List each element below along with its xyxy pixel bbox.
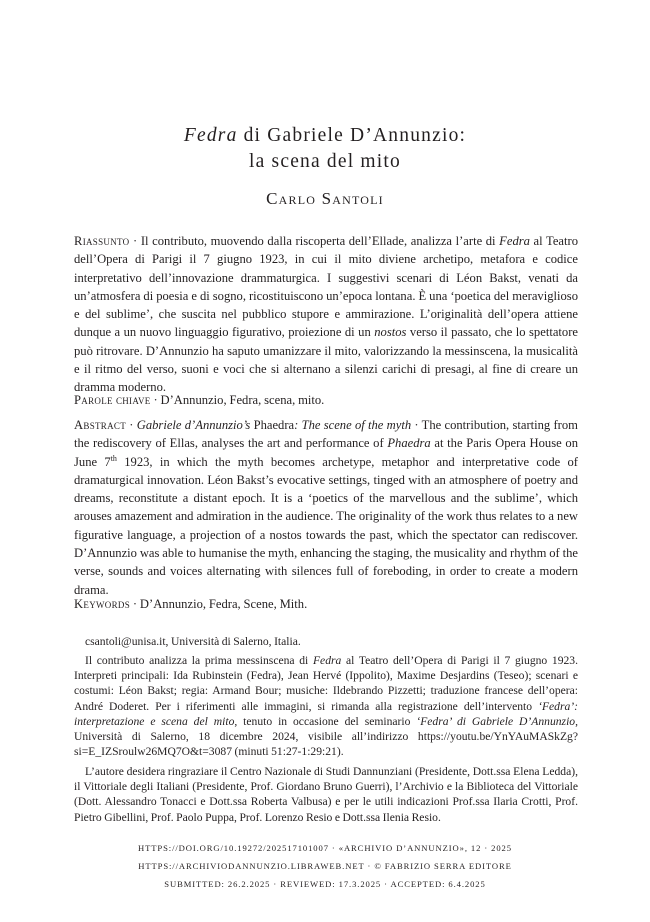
abstract-title-italic-2: : The scene of the myth xyxy=(294,418,412,432)
title-rest: di Gabriele D’Annunzio: xyxy=(237,125,467,146)
note-text-1: Il contributo analizza la prima messinscena di xyxy=(85,654,313,667)
parole-chiave-label: Parole chiave xyxy=(74,393,151,407)
riassunto-text-1: Il contributo, muovendo dalla riscoperta dell’Ellade, analizza l’arte di xyxy=(140,234,500,248)
parole-chiave-separator: · xyxy=(150,393,161,407)
riassunto-text-2: al Teatro dell’Opera di Parigi il 7 giugno 1923, in cui il mito diviene archetipo, metafora e codice interpretativo dell’innovazione drammaturgica. I suggestivi scenari di Léon Bakst, venati da un’atmosfera di poesia e di sogno, ricostituiscono un’epoca lontana. È una ‘poetica del meraviglioso e del sublime’, che suscita nel pubblico stupore e ammirazione. L’originalità dell’opera attiene dunque a un nuovo linguaggio figurativo, proiezione di un xyxy=(74,234,578,340)
article-title-line-2: la scena del mito xyxy=(249,151,401,172)
keywords-separator: · xyxy=(130,597,140,611)
note-italic-1: Fedra xyxy=(312,654,342,667)
note-text-2: al Teatro dell’Opera di Parigi il 7 giugno 1923. Interpreti principali: Ida Rubinstein (Fedra), Jean Hervé (Ippolito), Maxime Desjardins (Teseo); scenari e costumi: Léon Bakst; regia: Armand Bour; musiche: Ildebrando Pizzetti; traduzione francese dell’opera: André Doderet. Per i riferimenti alle immagini, si rimanda alla registrazione dell’intervento xyxy=(74,654,578,713)
abstract-label: Abstract xyxy=(74,418,127,432)
riassunto-text-3: verso il passato, che lo spettatore può ritrovare. D’Annunzio ha saputo umanizzare il mito, valorizzando la messinscena, la musicalità e il ritmo del verso, suoni e voci che si alternano a silenzi carichi di presagi, al fine di creare un dramma moderno. xyxy=(74,325,578,395)
article-title-line-1 xyxy=(0,123,650,149)
abstract-text-1: The contribution, starting from the rediscovery of Ellas, analyses the art and performance of xyxy=(74,418,578,451)
keywords-line xyxy=(74,595,578,613)
abstract-title-italic-1: Gabriele d’Annunzio’s xyxy=(136,418,254,432)
title-italic: Fedra xyxy=(183,125,238,146)
note-italic-2: ‘Fedra’: interpretazione e scena del mito xyxy=(74,699,578,728)
keywords-label: Keywords xyxy=(74,597,130,611)
article-author: Carlo Santoli xyxy=(266,189,384,208)
abstract-italic-1: Phaedra xyxy=(387,436,431,451)
riassunto-italic-2: nostos xyxy=(374,325,407,340)
abstract-paragraph xyxy=(74,416,578,599)
footer-website-line: HTTPS://ARCHIVIODANNUNZIO.LIBRAWEB.NET · © FABRIZIO SERRA EDITORE xyxy=(138,861,512,871)
abstract-text-3: 1923, in which the myth becomes archetype, metaphor and interpretative code of dramaturgical innovation. Léon Bakst’s evocative settings, tinged with an atmosphere of poetry and dreams, reconstitute a distant epoch. It is a ‘poetics of the marvellous and the sublime’, which arouses amazement and admiration in the audience. The originality of the work thus relates to a new figurative language, a projection of a nostos towards the past, which the spectator can rediscover. D’Annunzio was able to humanise the myth, enhancing the staging, the musicality and rhythm of the verse, sounds and voices alternating with silences full of foreboding, in order to create a modern drama. xyxy=(74,454,578,597)
footer-doi-line: HTTPS://DOI.ORG/10.19272/202517101007 · «ARCHIVIO D’ANNUNZIO», 12 · 2025 xyxy=(138,843,512,853)
keywords-text: D’Annunzio, Fedra, Scene, Mith. xyxy=(139,597,308,611)
note-italic-3: ‘Fedra’ di Gabriele D’Annunzio xyxy=(416,714,576,728)
footnote-acknowledgements: L’autore desidera ringraziare il Centro Nazionale di Studi Dannunziani (Presidente, Dott.ssa Elena Ledda), il Vittoriale degli Italiani (Presidente, Prof. Giordano Bruno Guerri), l’Archivio e la Biblioteca del Vittoriale (Dott. Alessandro Tonacci e Dott.ssa Roberta Valbusa) e per le utili indicazioni Prof.ssa Ilaria Crotti, Prof. Pietro Gibellini, Prof. Paolo Puppa, Prof. Lorenzo Resio e Dott.ssa Ilenia Resio. xyxy=(74,765,578,824)
parole-chiave-text: D’Annunzio, Fedra, scena, mito. xyxy=(160,393,325,407)
note-text-4: , Università di Salerno, 18 dicembre 2024, visibile all’indirizzo https://youtu.be/YnYAuMASkZg?si=E_IZSroulw26MQ7O&t=3087 (minuti 51:27-1:29:21). xyxy=(74,714,578,759)
abstract-superscript: th xyxy=(110,453,117,463)
footnote-note xyxy=(74,653,578,759)
parole-chiave-line xyxy=(74,391,578,409)
riassunto-label: Riassunto xyxy=(74,234,130,248)
note-text-3: , tenuto in occasione del seminario xyxy=(234,714,417,728)
riassunto-italic-1: Fedra xyxy=(499,234,530,248)
abstract-text-2: at the Paris Opera House on June 7 xyxy=(74,436,578,469)
abstract-separator: · xyxy=(126,418,137,432)
abstract-title-roman: Phaedra xyxy=(253,418,295,432)
riassunto-paragraph xyxy=(74,232,578,397)
abstract-separator-2: · xyxy=(411,418,422,432)
footer-dates-line: SUBMITTED: 26.2.2025 · REVIEWED: 17.3.2025 · ACCEPTED: 6.4.2025 xyxy=(164,879,486,889)
footnote-contact: csantoli@unisa.it, Università di Salerno, Italia. xyxy=(85,635,301,648)
riassunto-separator: · xyxy=(129,234,141,248)
